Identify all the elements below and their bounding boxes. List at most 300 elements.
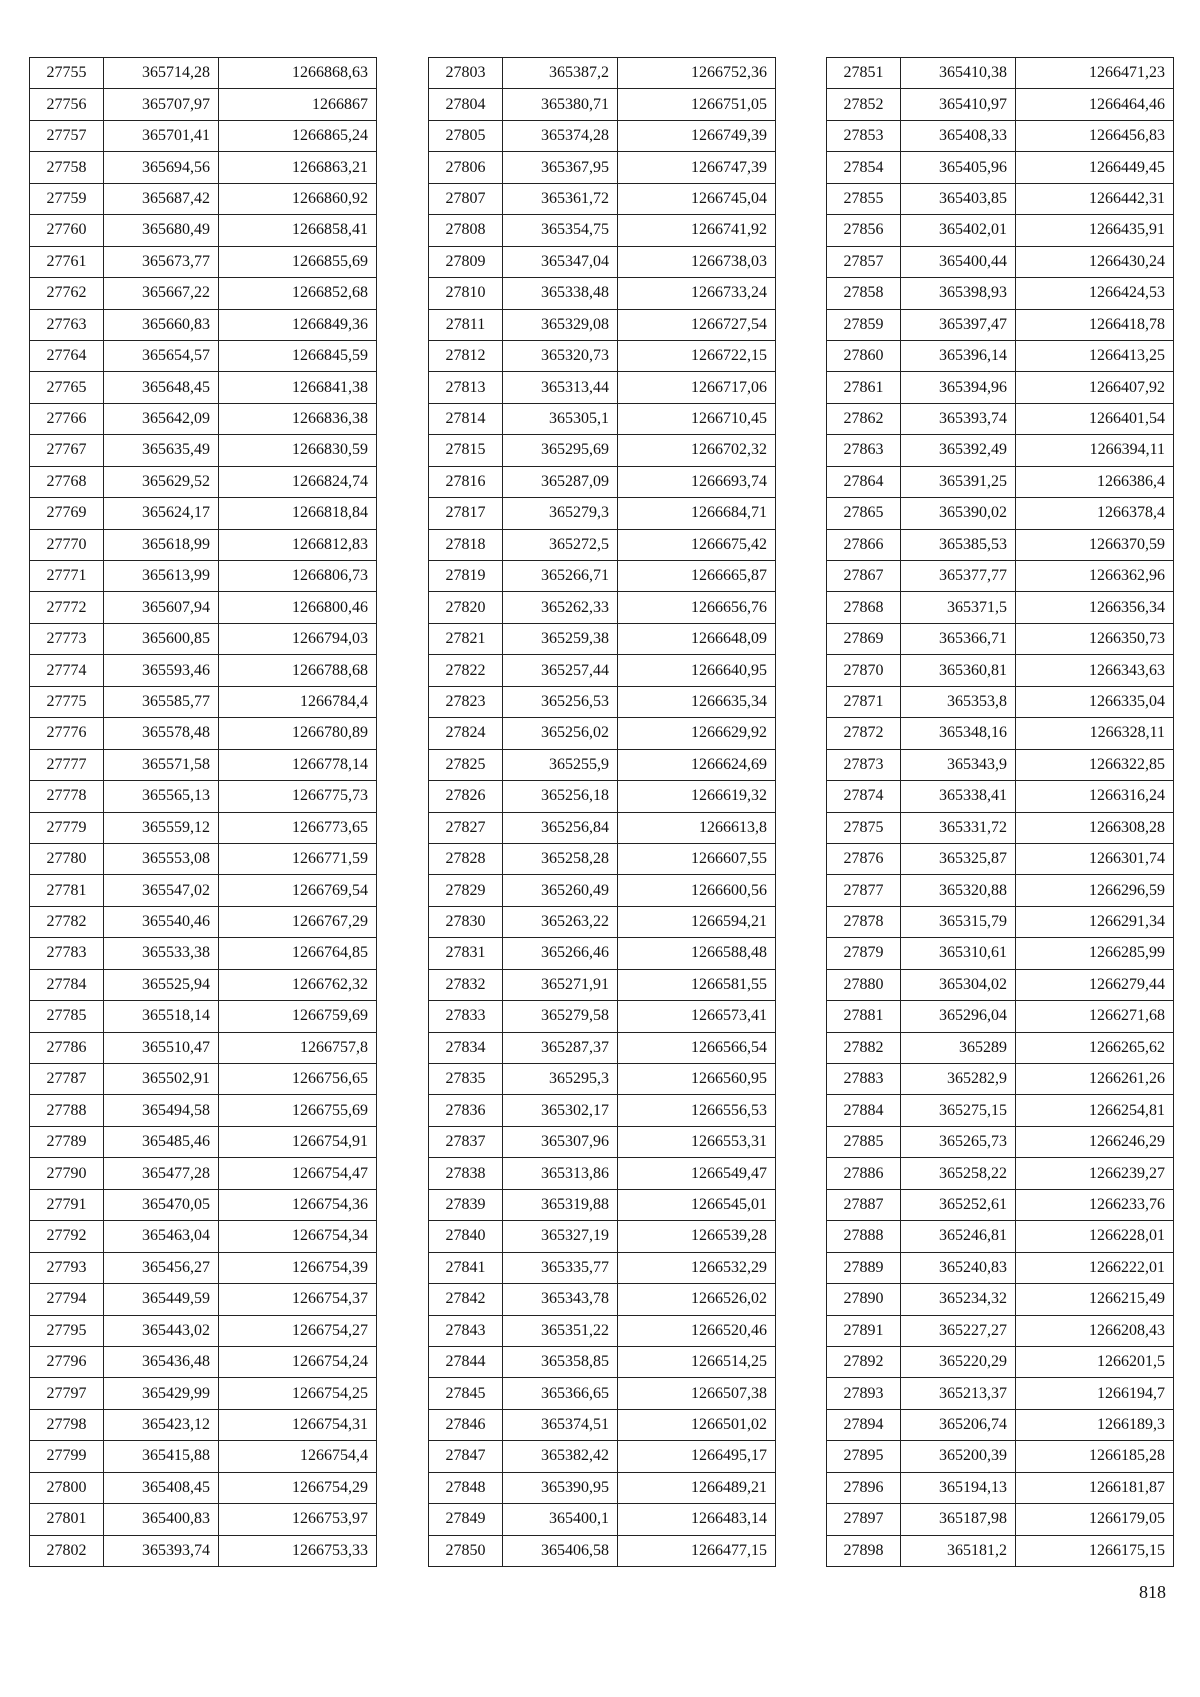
table-row <box>827 1252 1174 1283</box>
point-number-cell: 27891 <box>827 1315 901 1346</box>
table-row <box>827 1409 1174 1440</box>
y-coordinate-cell: 1266702,32 <box>618 435 776 466</box>
point-number-cell: 27820 <box>429 592 503 623</box>
point-number-cell: 27850 <box>429 1535 503 1566</box>
x-coordinate-cell: 365613,99 <box>104 561 219 592</box>
table-row <box>429 278 776 309</box>
table-row <box>429 152 776 183</box>
y-coordinate-cell: 1266764,85 <box>219 938 377 969</box>
x-coordinate-cell: 365263,22 <box>503 906 618 937</box>
table-row <box>30 1032 377 1063</box>
point-number-cell: 27805 <box>429 120 503 151</box>
table-row <box>30 1504 377 1535</box>
point-number-cell: 27879 <box>827 938 901 969</box>
table-row <box>30 1284 377 1315</box>
point-number-cell: 27756 <box>30 89 104 120</box>
table-row <box>429 529 776 560</box>
y-coordinate-cell: 1266215,49 <box>1016 1284 1174 1315</box>
table-row <box>30 1409 377 1440</box>
x-coordinate-cell: 365200,39 <box>901 1441 1016 1472</box>
x-coordinate-cell: 365351,22 <box>503 1315 618 1346</box>
point-number-cell: 27867 <box>827 561 901 592</box>
table-row <box>827 561 1174 592</box>
point-number-cell: 27860 <box>827 340 901 371</box>
y-coordinate-cell: 1266693,74 <box>618 466 776 497</box>
x-coordinate-cell: 365256,18 <box>503 781 618 812</box>
x-coordinate-cell: 365397,47 <box>901 309 1016 340</box>
point-number-cell: 27892 <box>827 1346 901 1377</box>
point-number-cell: 27782 <box>30 906 104 937</box>
table-row <box>30 1158 377 1189</box>
y-coordinate-cell: 1266378,4 <box>1016 498 1174 529</box>
table-row <box>429 1126 776 1157</box>
x-coordinate-cell: 365320,73 <box>503 340 618 371</box>
x-coordinate-cell: 365304,02 <box>901 969 1016 1000</box>
y-coordinate-cell: 1266185,28 <box>1016 1441 1174 1472</box>
x-coordinate-cell: 365320,88 <box>901 875 1016 906</box>
table-row <box>827 152 1174 183</box>
x-coordinate-cell: 365380,71 <box>503 89 618 120</box>
point-number-cell: 27881 <box>827 1001 901 1032</box>
table-row <box>30 592 377 623</box>
y-coordinate-cell: 1266356,34 <box>1016 592 1174 623</box>
table-row <box>827 1378 1174 1409</box>
coordinate-table-3 <box>826 57 1174 1567</box>
y-coordinate-cell: 1266756,65 <box>219 1064 377 1095</box>
table-row <box>30 1346 377 1377</box>
y-coordinate-cell: 1266771,59 <box>219 843 377 874</box>
table-row <box>429 1221 776 1252</box>
y-coordinate-cell: 1266754,37 <box>219 1284 377 1315</box>
y-coordinate-cell: 1266800,46 <box>219 592 377 623</box>
table-row <box>827 1504 1174 1535</box>
y-coordinate-cell: 1266189,3 <box>1016 1409 1174 1440</box>
x-coordinate-cell: 365302,17 <box>503 1095 618 1126</box>
y-coordinate-cell: 1266754,39 <box>219 1252 377 1283</box>
point-number-cell: 27859 <box>827 309 901 340</box>
y-coordinate-cell: 1266754,31 <box>219 1409 377 1440</box>
point-number-cell: 27822 <box>429 655 503 686</box>
point-number-cell: 27797 <box>30 1378 104 1409</box>
y-coordinate-cell: 1266553,31 <box>618 1126 776 1157</box>
table-row <box>827 435 1174 466</box>
x-coordinate-cell: 365403,85 <box>901 183 1016 214</box>
y-coordinate-cell: 1266549,47 <box>618 1158 776 1189</box>
y-coordinate-cell: 1266752,36 <box>618 58 776 89</box>
point-number-cell: 27852 <box>827 89 901 120</box>
table-row <box>827 1095 1174 1126</box>
point-number-cell: 27868 <box>827 592 901 623</box>
y-coordinate-cell: 1266407,92 <box>1016 372 1174 403</box>
table-row <box>429 1189 776 1220</box>
y-coordinate-cell: 1266430,24 <box>1016 246 1174 277</box>
point-number-cell: 27894 <box>827 1409 901 1440</box>
table-row <box>429 1252 776 1283</box>
x-coordinate-cell: 365402,01 <box>901 215 1016 246</box>
y-coordinate-cell: 1266860,92 <box>219 183 377 214</box>
y-coordinate-cell: 1266545,01 <box>618 1189 776 1220</box>
table-row <box>30 686 377 717</box>
table-row <box>429 875 776 906</box>
point-number-cell: 27886 <box>827 1158 901 1189</box>
table-row <box>30 529 377 560</box>
point-number-cell: 27856 <box>827 215 901 246</box>
x-coordinate-cell: 365393,74 <box>104 1535 219 1566</box>
x-coordinate-cell: 365329,08 <box>503 309 618 340</box>
x-coordinate-cell: 365343,9 <box>901 749 1016 780</box>
point-number-cell: 27776 <box>30 718 104 749</box>
point-number-cell: 27836 <box>429 1095 503 1126</box>
point-number-cell: 27787 <box>30 1064 104 1095</box>
y-coordinate-cell: 1266222,01 <box>1016 1252 1174 1283</box>
x-coordinate-cell: 365553,08 <box>104 843 219 874</box>
y-coordinate-cell: 1266855,69 <box>219 246 377 277</box>
table-row <box>429 906 776 937</box>
table-row <box>827 309 1174 340</box>
y-coordinate-cell: 1266745,04 <box>618 183 776 214</box>
table-row <box>30 623 377 654</box>
table-row <box>827 1001 1174 1032</box>
x-coordinate-cell: 365296,04 <box>901 1001 1016 1032</box>
x-coordinate-cell: 365259,38 <box>503 623 618 654</box>
x-coordinate-cell: 365707,97 <box>104 89 219 120</box>
table-row <box>429 340 776 371</box>
table-row <box>827 183 1174 214</box>
table-row <box>30 183 377 214</box>
y-coordinate-cell: 1266619,32 <box>618 781 776 812</box>
point-number-cell: 27774 <box>30 655 104 686</box>
point-number-cell: 27772 <box>30 592 104 623</box>
x-coordinate-cell: 365624,17 <box>104 498 219 529</box>
table-row <box>827 403 1174 434</box>
table-row <box>30 1221 377 1252</box>
point-number-cell: 27882 <box>827 1032 901 1063</box>
x-coordinate-cell: 365279,58 <box>503 1001 618 1032</box>
y-coordinate-cell: 1266747,39 <box>618 152 776 183</box>
x-coordinate-cell: 365393,74 <box>901 403 1016 434</box>
x-coordinate-cell: 365260,49 <box>503 875 618 906</box>
point-number-cell: 27845 <box>429 1378 503 1409</box>
x-coordinate-cell: 365220,29 <box>901 1346 1016 1377</box>
point-number-cell: 27883 <box>827 1064 901 1095</box>
point-number-cell: 27819 <box>429 561 503 592</box>
point-number-cell: 27768 <box>30 466 104 497</box>
y-coordinate-cell: 1266794,03 <box>219 623 377 654</box>
point-number-cell: 27876 <box>827 843 901 874</box>
x-coordinate-cell: 365394,96 <box>901 372 1016 403</box>
point-number-cell: 27767 <box>30 435 104 466</box>
point-number-cell: 27880 <box>827 969 901 1000</box>
table-row <box>429 749 776 780</box>
point-number-cell: 27898 <box>827 1535 901 1566</box>
table-row <box>827 969 1174 1000</box>
coordinate-table-2 <box>428 57 776 1567</box>
x-coordinate-cell: 365470,05 <box>104 1189 219 1220</box>
table-row <box>30 1252 377 1283</box>
x-coordinate-cell: 365518,14 <box>104 1001 219 1032</box>
x-coordinate-cell: 365361,72 <box>503 183 618 214</box>
y-coordinate-cell: 1266754,29 <box>219 1472 377 1503</box>
point-number-cell: 27798 <box>30 1409 104 1440</box>
table-row <box>429 215 776 246</box>
point-number-cell: 27896 <box>827 1472 901 1503</box>
point-number-cell: 27829 <box>429 875 503 906</box>
y-coordinate-cell: 1266733,24 <box>618 278 776 309</box>
point-number-cell: 27757 <box>30 120 104 151</box>
point-number-cell: 27817 <box>429 498 503 529</box>
y-coordinate-cell: 1266271,68 <box>1016 1001 1174 1032</box>
y-coordinate-cell: 1266806,73 <box>219 561 377 592</box>
y-coordinate-cell: 1266208,43 <box>1016 1315 1174 1346</box>
point-number-cell: 27841 <box>429 1252 503 1283</box>
table-row <box>827 1221 1174 1252</box>
y-coordinate-cell: 1266285,99 <box>1016 938 1174 969</box>
x-coordinate-cell: 365547,02 <box>104 875 219 906</box>
point-number-cell: 27885 <box>827 1126 901 1157</box>
y-coordinate-cell: 1266754,36 <box>219 1189 377 1220</box>
table-row <box>429 718 776 749</box>
y-coordinate-cell: 1266362,96 <box>1016 561 1174 592</box>
point-number-cell: 27855 <box>827 183 901 214</box>
point-number-cell: 27792 <box>30 1221 104 1252</box>
y-coordinate-cell: 1266710,45 <box>618 403 776 434</box>
y-coordinate-cell: 1266489,21 <box>618 1472 776 1503</box>
y-coordinate-cell: 1266532,29 <box>618 1252 776 1283</box>
x-coordinate-cell: 365390,95 <box>503 1472 618 1503</box>
point-number-cell: 27897 <box>827 1504 901 1535</box>
table-row <box>827 938 1174 969</box>
y-coordinate-cell: 1266824,74 <box>219 466 377 497</box>
x-coordinate-cell: 365635,49 <box>104 435 219 466</box>
point-number-cell: 27826 <box>429 781 503 812</box>
x-coordinate-cell: 365310,61 <box>901 938 1016 969</box>
point-number-cell: 27848 <box>429 1472 503 1503</box>
point-number-cell: 27802 <box>30 1535 104 1566</box>
point-number-cell: 27786 <box>30 1032 104 1063</box>
table-row <box>30 1189 377 1220</box>
y-coordinate-cell: 1266291,34 <box>1016 906 1174 937</box>
x-coordinate-cell: 365367,95 <box>503 152 618 183</box>
point-number-cell: 27895 <box>827 1441 901 1472</box>
x-coordinate-cell: 365315,79 <box>901 906 1016 937</box>
table-row <box>429 246 776 277</box>
table-row <box>827 278 1174 309</box>
y-coordinate-cell: 1266629,92 <box>618 718 776 749</box>
point-number-cell: 27893 <box>827 1378 901 1409</box>
table-row <box>429 592 776 623</box>
point-number-cell: 27846 <box>429 1409 503 1440</box>
point-number-cell: 27816 <box>429 466 503 497</box>
x-coordinate-cell: 365287,09 <box>503 466 618 497</box>
point-number-cell: 27790 <box>30 1158 104 1189</box>
x-coordinate-cell: 365240,83 <box>901 1252 1016 1283</box>
table-row <box>429 466 776 497</box>
y-coordinate-cell: 1266560,95 <box>618 1064 776 1095</box>
x-coordinate-cell: 365360,81 <box>901 655 1016 686</box>
x-coordinate-cell: 365680,49 <box>104 215 219 246</box>
point-number-cell: 27785 <box>30 1001 104 1032</box>
point-number-cell: 27777 <box>30 749 104 780</box>
table-row <box>429 1001 776 1032</box>
point-number-cell: 27818 <box>429 529 503 560</box>
table-row <box>429 781 776 812</box>
point-number-cell: 27847 <box>429 1441 503 1472</box>
table-row <box>429 1472 776 1503</box>
y-coordinate-cell: 1266868,63 <box>219 58 377 89</box>
x-coordinate-cell: 365358,85 <box>503 1346 618 1377</box>
y-coordinate-cell: 1266757,8 <box>219 1032 377 1063</box>
point-number-cell: 27840 <box>429 1221 503 1252</box>
x-coordinate-cell: 365305,1 <box>503 403 618 434</box>
point-number-cell: 27796 <box>30 1346 104 1377</box>
y-coordinate-cell: 1266759,69 <box>219 1001 377 1032</box>
point-number-cell: 27824 <box>429 718 503 749</box>
y-coordinate-cell: 1266722,15 <box>618 340 776 371</box>
y-coordinate-cell: 1266640,95 <box>618 655 776 686</box>
point-number-cell: 27871 <box>827 686 901 717</box>
x-coordinate-cell: 365374,51 <box>503 1409 618 1440</box>
table-row <box>30 1095 377 1126</box>
y-coordinate-cell: 1266239,27 <box>1016 1158 1174 1189</box>
y-coordinate-cell: 1266754,4 <box>219 1441 377 1472</box>
table-row <box>429 938 776 969</box>
table-row <box>429 1315 776 1346</box>
y-coordinate-cell: 1266841,38 <box>219 372 377 403</box>
y-coordinate-cell: 1266483,14 <box>618 1504 776 1535</box>
y-coordinate-cell: 1266865,24 <box>219 120 377 151</box>
table-row <box>30 246 377 277</box>
y-coordinate-cell: 1266456,83 <box>1016 120 1174 151</box>
x-coordinate-cell: 365338,48 <box>503 278 618 309</box>
y-coordinate-cell: 1266818,84 <box>219 498 377 529</box>
table-row <box>30 749 377 780</box>
point-number-cell: 27815 <box>429 435 503 466</box>
table-row <box>827 1346 1174 1377</box>
y-coordinate-cell: 1266852,68 <box>219 278 377 309</box>
y-coordinate-cell: 1266201,5 <box>1016 1346 1174 1377</box>
point-number-cell: 27884 <box>827 1095 901 1126</box>
point-number-cell: 27872 <box>827 718 901 749</box>
table-row <box>827 843 1174 874</box>
x-coordinate-cell: 365246,81 <box>901 1221 1016 1252</box>
x-coordinate-cell: 365398,93 <box>901 278 1016 309</box>
y-coordinate-cell: 1266749,39 <box>618 120 776 151</box>
point-number-cell: 27789 <box>30 1126 104 1157</box>
y-coordinate-cell: 1266624,69 <box>618 749 776 780</box>
point-number-cell: 27827 <box>429 812 503 843</box>
table-row <box>827 1032 1174 1063</box>
table-row <box>429 498 776 529</box>
y-coordinate-cell: 1266675,42 <box>618 529 776 560</box>
x-coordinate-cell: 365436,48 <box>104 1346 219 1377</box>
y-coordinate-cell: 1266566,54 <box>618 1032 776 1063</box>
x-coordinate-cell: 365502,91 <box>104 1064 219 1095</box>
point-number-cell: 27830 <box>429 906 503 937</box>
x-coordinate-cell: 365410,97 <box>901 89 1016 120</box>
x-coordinate-cell: 365234,32 <box>901 1284 1016 1315</box>
x-coordinate-cell: 365287,37 <box>503 1032 618 1063</box>
x-coordinate-cell: 365366,65 <box>503 1378 618 1409</box>
x-coordinate-cell: 365578,48 <box>104 718 219 749</box>
y-coordinate-cell: 1266246,29 <box>1016 1126 1174 1157</box>
y-coordinate-cell: 1266607,55 <box>618 843 776 874</box>
point-number-cell: 27801 <box>30 1504 104 1535</box>
table-row <box>429 309 776 340</box>
table-row <box>30 812 377 843</box>
x-coordinate-cell: 365258,28 <box>503 843 618 874</box>
x-coordinate-cell: 365295,69 <box>503 435 618 466</box>
point-number-cell: 27853 <box>827 120 901 151</box>
point-number-cell: 27863 <box>827 435 901 466</box>
point-number-cell: 27849 <box>429 1504 503 1535</box>
point-number-cell: 27866 <box>827 529 901 560</box>
x-coordinate-cell: 365371,5 <box>901 592 1016 623</box>
table-row <box>30 843 377 874</box>
point-number-cell: 27831 <box>429 938 503 969</box>
y-coordinate-cell: 1266581,55 <box>618 969 776 1000</box>
y-coordinate-cell: 1266520,46 <box>618 1315 776 1346</box>
y-coordinate-cell: 1266753,97 <box>219 1504 377 1535</box>
point-number-cell: 27890 <box>827 1284 901 1315</box>
x-coordinate-cell: 365673,77 <box>104 246 219 277</box>
x-coordinate-cell: 365266,71 <box>503 561 618 592</box>
x-coordinate-cell: 365338,41 <box>901 781 1016 812</box>
y-coordinate-cell: 1266179,05 <box>1016 1504 1174 1535</box>
table-row <box>827 749 1174 780</box>
table-row <box>827 498 1174 529</box>
table-row <box>30 340 377 371</box>
table-row <box>827 1126 1174 1157</box>
y-coordinate-cell: 1266775,73 <box>219 781 377 812</box>
y-coordinate-cell: 1266762,32 <box>219 969 377 1000</box>
x-coordinate-cell: 365477,28 <box>104 1158 219 1189</box>
y-coordinate-cell: 1266594,21 <box>618 906 776 937</box>
y-coordinate-cell: 1266754,34 <box>219 1221 377 1252</box>
point-number-cell: 27763 <box>30 309 104 340</box>
y-coordinate-cell: 1266495,17 <box>618 1441 776 1472</box>
point-number-cell: 27837 <box>429 1126 503 1157</box>
point-number-cell: 27810 <box>429 278 503 309</box>
y-coordinate-cell: 1266175,15 <box>1016 1535 1174 1566</box>
table-row <box>827 89 1174 120</box>
point-number-cell: 27874 <box>827 781 901 812</box>
point-number-cell: 27812 <box>429 340 503 371</box>
table-row <box>429 1535 776 1566</box>
point-number-cell: 27775 <box>30 686 104 717</box>
point-number-cell: 27764 <box>30 340 104 371</box>
x-coordinate-cell: 365510,47 <box>104 1032 219 1063</box>
x-coordinate-cell: 365348,16 <box>901 718 1016 749</box>
point-number-cell: 27821 <box>429 623 503 654</box>
table-row <box>30 1001 377 1032</box>
table-row <box>429 1346 776 1377</box>
table-row <box>827 529 1174 560</box>
x-coordinate-cell: 365408,33 <box>901 120 1016 151</box>
point-number-cell: 27843 <box>429 1315 503 1346</box>
y-coordinate-cell: 1266738,03 <box>618 246 776 277</box>
point-number-cell: 27828 <box>429 843 503 874</box>
x-coordinate-cell: 365266,46 <box>503 938 618 969</box>
y-coordinate-cell: 1266322,85 <box>1016 749 1174 780</box>
table-row <box>429 120 776 151</box>
x-coordinate-cell: 365667,22 <box>104 278 219 309</box>
table-row <box>30 403 377 434</box>
y-coordinate-cell: 1266265,62 <box>1016 1032 1174 1063</box>
x-coordinate-cell: 365415,88 <box>104 1441 219 1472</box>
x-coordinate-cell: 365257,44 <box>503 655 618 686</box>
point-number-cell: 27869 <box>827 623 901 654</box>
x-coordinate-cell: 365319,88 <box>503 1189 618 1220</box>
